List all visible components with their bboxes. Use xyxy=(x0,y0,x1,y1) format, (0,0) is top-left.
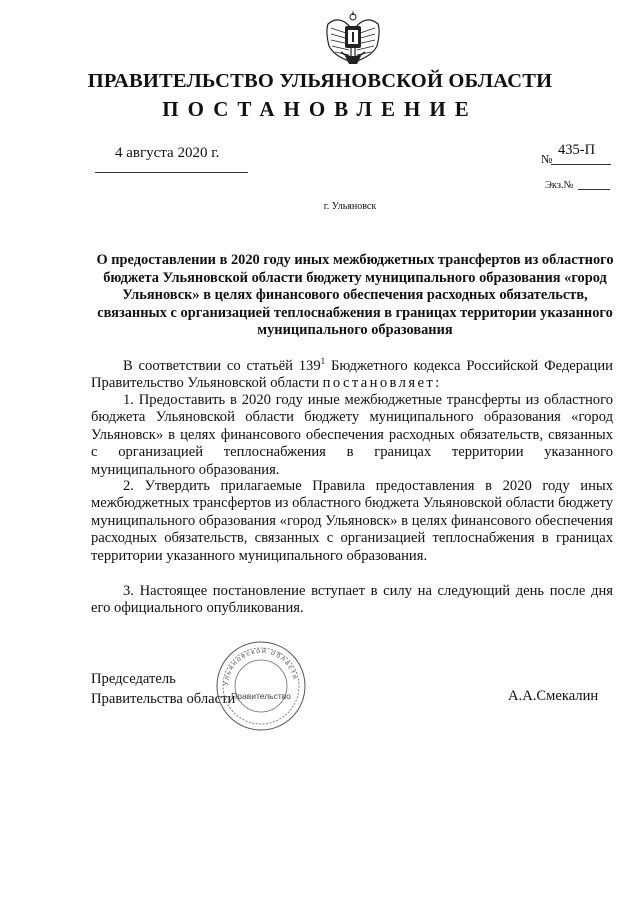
signatory-name: А.А.Смекалин xyxy=(508,688,599,704)
document-number: 435-П xyxy=(558,142,596,158)
document-heading: О предоставлении в 2020 году иных межбюджетных трансфертов из областного бюджета Ульяновской области бюджету муниципального образования «город Ульяновск» в целях финансового обеспечения расходных обязательств, связанных с организацией теплоснабжения в границах территории указанного муниципального образования xyxy=(96,252,614,339)
number-underline xyxy=(551,164,611,165)
svg-text:Ульяновской области xyxy=(223,647,299,686)
document-type: ПОСТАНОВЛЕНИЕ xyxy=(162,97,478,121)
official-seal-stamp xyxy=(215,640,307,732)
resolves-word: постановляет: xyxy=(322,375,442,392)
copy-number-underline xyxy=(578,189,610,190)
copy-number-label: Экз.№ xyxy=(545,180,574,191)
organization-title: ПРАВИТЕЛЬСТВО УЛЬЯНОВСКОЙ ОБЛАСТИ xyxy=(87,70,553,92)
signatory-title-line2: Правительства области xyxy=(91,691,236,707)
seal-ring-text: Ульяновской области xyxy=(222,647,299,687)
intro-text-continued: Бюджетного кодекса Российской Федерации Правительство Ульяновской области xyxy=(91,358,613,392)
item-2-paragraph: 2. Утвердить прилагаемые Правила предоставления в 2020 году иных межбюджетных трансфертов из областного бюджета Ульяновской области бюджету муниципального образования «город Ульяновск» в целях финансового обеспечения расходных обязательств, связанных с организацией теплоснабжения в границах территории указанного муниципального образования. xyxy=(91,478,613,564)
document-date: 4 августа 2020 г. xyxy=(115,145,220,161)
item-3-paragraph: 3. Настоящее постановление вступает в силу на следующий день после дня его официального опубликования. xyxy=(91,583,613,617)
intro-text: В соответствии со статьёй 139 xyxy=(123,358,321,374)
article-superscript: 1 xyxy=(320,356,326,367)
signatory-title-line1: Председатель xyxy=(91,671,176,687)
date-underline xyxy=(95,172,248,173)
item-1-paragraph: 1. Предоставить в 2020 году иные межбюджетные трансферты из областного бюджета Ульяновской области бюджету муниципального образования «город Ульяновск» в целях финансового обеспечения расходных обязательств, связанных с организацией теплоснабжения в границах территории указанного муниципального образования. xyxy=(91,392,613,478)
number-sign: № xyxy=(541,152,553,166)
intro-paragraph xyxy=(91,358,613,393)
coat-of-arms-icon xyxy=(323,6,383,68)
city-label: г. Ульяновск xyxy=(323,201,377,212)
seal-center-text: Правительство xyxy=(231,691,291,701)
signatory-title xyxy=(91,669,235,709)
